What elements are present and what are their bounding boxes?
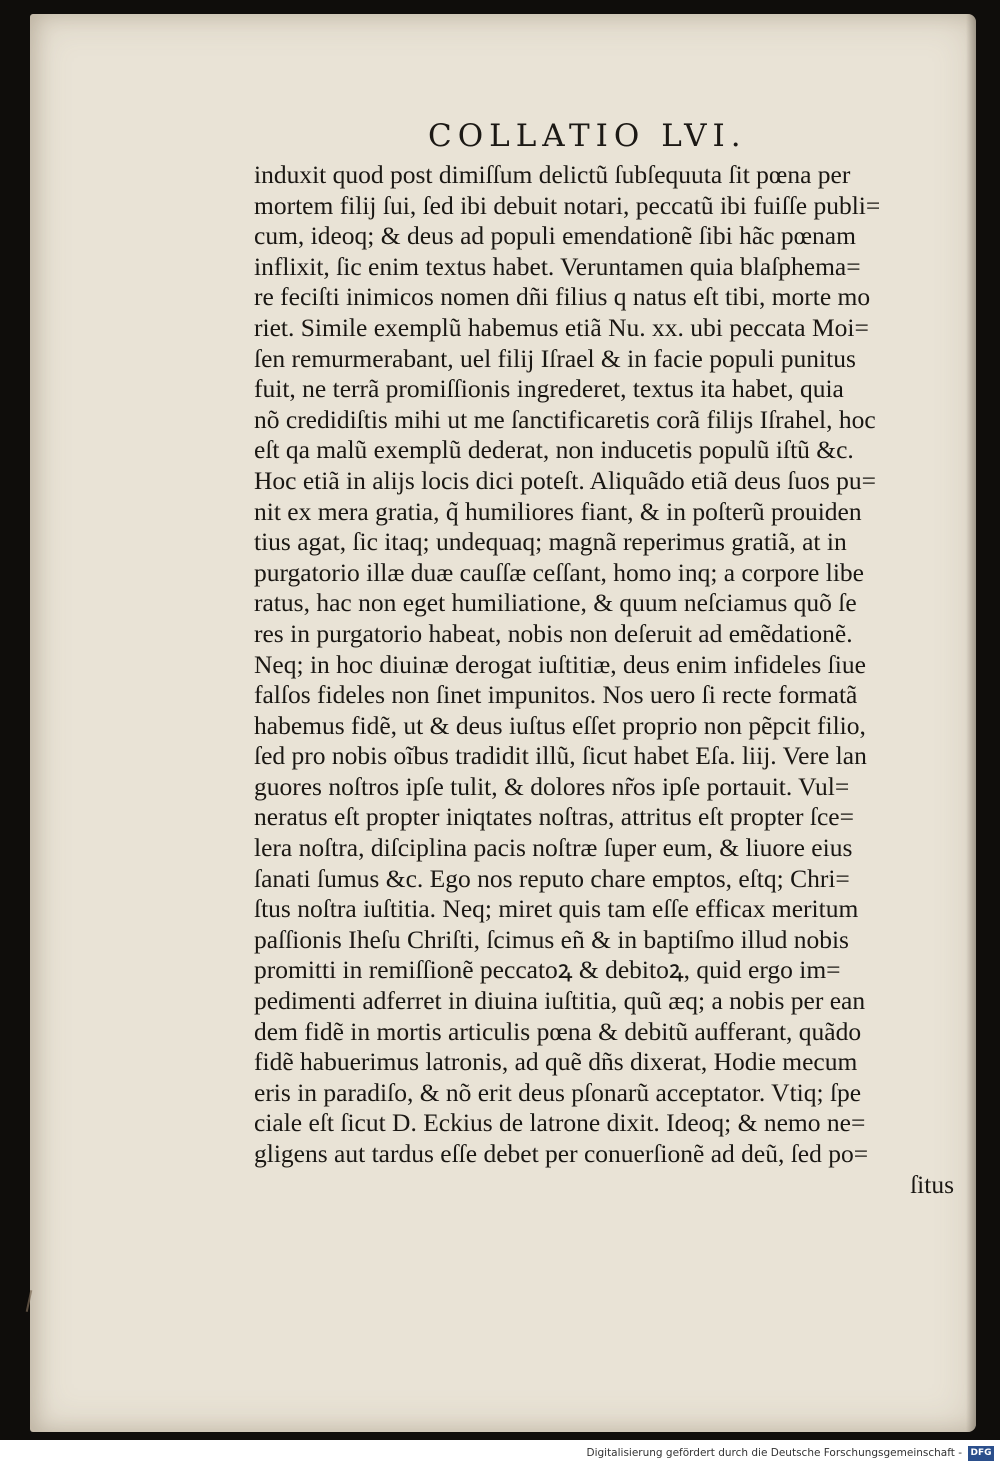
text-line: promitti in remiſſionẽ peccatoꝝ & debitoꝝ, quid ergo im=	[254, 955, 841, 985]
text-line: gligens aut tardus eſſe debet per conuerſionẽ ad deũ, ſed po=	[254, 1139, 869, 1168]
text-line: guores noſtros ipſe tulit, & dolores nr̃os ipſe portauit. Vul=	[254, 771, 850, 801]
text-line: res in purgatorio habeat, nobis non deſeruit ad emẽdationẽ.	[254, 618, 853, 648]
text-line: re feciſti inimicos nomen dñi filius q natus eſt tibi, morte mo	[254, 282, 871, 312]
book-page	[30, 14, 976, 1432]
text-line: falſos fideles non ſinet impunitos. Nos uero ſi recte formatã	[254, 680, 858, 710]
text-line: mortem filij ſui, ſed ibi debuit notari, peccatũ ibi fuiſſe publi=	[254, 190, 881, 220]
dfg-logo: DFG	[968, 1446, 994, 1461]
text-block	[254, 160, 954, 1200]
running-head: COLLATIO LVI.	[428, 118, 747, 154]
text-line: Neq; in hoc diuinæ derogat iuſtitiæ, deus enim infideles ſiue	[254, 649, 866, 679]
text-line: fidẽ habuerimus latronis, ad quẽ dñs dixerat, Hodie mecum	[254, 1047, 858, 1077]
text-line: eſt qa malũ exemplũ dederat, non inducetis populũ iſtũ &c.	[254, 435, 854, 465]
text-line: purgatorio illæ duæ cauſſæ ceſſant, homo inq; a corpore libe	[254, 557, 864, 587]
text-line: ſen remurmerabant, uel filij Iſrael & in facie populi punitus	[254, 343, 856, 373]
text-line: cum, ideoq; & deus ad populi emendationẽ ſibi hãc pœnam	[254, 221, 856, 251]
text-line: ſanati ſumus &c. Ego nos reputo chare emptos, eſtq; Chri=	[254, 863, 850, 893]
text-line: inflixit, ſic enim textus habet. Veruntamen quia blaſphema=	[254, 251, 861, 281]
text-line: pedimenti adferret in diuina iuſtitia, quũ æq; a nobis per ean	[254, 986, 866, 1016]
text-line: induxit quod post dimiſſum delictũ ſubſequuta ſit pœna per	[254, 160, 851, 189]
text-line: paſſionis Iheſu Chriſti, ſcimus eñ & in baptiſmo illud nobis	[254, 924, 849, 954]
text-line: ſed pro nobis oĩbus tradidit illũ, ſicut habet Eſa. liij. Vere lan	[254, 741, 867, 771]
text-line: ſitus	[910, 1169, 954, 1199]
text-line: ratus, hac non eget humiliatione, & quum neſciamus quõ ſe	[254, 588, 857, 618]
text-line: nit ex mera gratia, q̃ humiliores fiant, & in poſterũ prouiden	[254, 496, 862, 526]
text-line: tius agat, ſic itaq; undequaq; magnã reperimus gratiã, at in	[254, 527, 847, 557]
text-line: neratus eſt propter iniqtates noſtras, attritus eſt propter ſce=	[254, 802, 854, 832]
text-line: habemus fidẽ, ut & deus iuſtus eſſet proprio non pẽpcit filio,	[254, 710, 866, 740]
text-line: fuit, ne terrã promiſſionis ingrederet, textus ita habet, quia	[254, 374, 844, 404]
text-line: ciale eſt ſicut D. Eckius de latrone dixit. Ideoq; & nemo ne=	[254, 1108, 866, 1138]
text-line: ſtus noſtra iuſtitia. Neq; miret quis tam eſſe efficax meritum	[254, 894, 859, 924]
text-line: riet. Simile exemplũ habemus etiã Nu. xx. ubi peccata Moi=	[254, 312, 869, 342]
text-line: Hoc etiã in alijs locis dici poteſt. Aliquãdo etiã deus ſuos pu=	[254, 465, 877, 495]
text-line: eris in paradiſo, & nõ erit deus pſonarũ acceptator. Vtiq; ſpe	[254, 1077, 862, 1107]
text-line: lera noſtra, diſciplina pacis noſtræ ſuper eum, & liuore eius	[254, 833, 853, 863]
footer-credit: Digitalisierung gefördert durch die Deutsche Forschungsgemeinschaft -	[586, 1447, 962, 1459]
text-line: dem fidẽ in mortis articulis pœna & debitũ aufferant, quãdo	[254, 1016, 862, 1046]
footer-bar	[0, 1440, 1000, 1469]
text-line: nõ credidiſtis mihi ut me ſanctificaretis corã filijs Iſrahel, hoc	[254, 404, 876, 434]
